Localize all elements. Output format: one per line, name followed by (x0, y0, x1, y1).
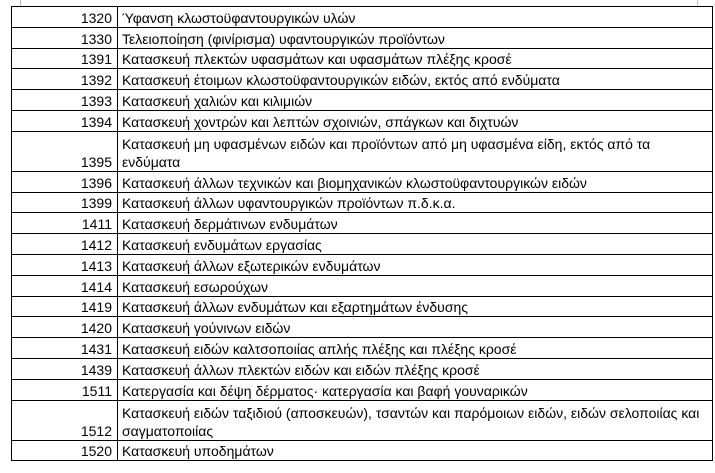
activity-description: Κατασκευή ενδυμάτων εργασίας (118, 234, 713, 255)
table-row (12, 379, 713, 400)
activity-code: 1330 (12, 27, 118, 48)
activity-description: Κατασκευή μη υφασμένων ειδών και προϊόντων από μη υφασμένα είδη, εκτός από τα ενδύματα (118, 131, 713, 171)
activity-description: Κατασκευή άλλων πλεκτών ειδών και ειδών πλέξης κροσέ (118, 358, 713, 379)
activity-code: 1399 (12, 192, 118, 213)
activity-code: 1414 (12, 275, 118, 296)
table-row (12, 296, 713, 317)
table-row (12, 131, 713, 171)
activity-code: 1395 (12, 131, 118, 171)
activity-description: Κατασκευή πλεκτών υφασμάτων και υφασμάτων πλέξης κροσέ (118, 48, 713, 69)
table-row (12, 110, 713, 131)
activity-code: 1412 (12, 234, 118, 255)
activity-description: Κατασκευή άλλων ενδυμάτων και εξαρτημάτων ένδυσης (118, 296, 713, 317)
table-row (12, 192, 713, 213)
table-row (12, 171, 713, 192)
activity-code: 1413 (12, 254, 118, 275)
activity-description: Κατασκευή εσωρούχων (118, 275, 713, 296)
table-row (12, 275, 713, 296)
activity-description: Κατεργασία και δέψη δέρματος· κατεργασία και βαφή γουναρικών (118, 379, 713, 400)
activity-code: 1320 (12, 7, 118, 28)
activity-description: Κατασκευή έτοιμων κλωστοϋφαντουργικών ειδών, εκτός από ενδύματα (118, 69, 713, 90)
table-row (12, 254, 713, 275)
table-row (12, 358, 713, 379)
activity-code: 1520 (12, 440, 118, 461)
activity-description: Κατασκευή ειδών ταξιδιού (αποσκευών), τσαντών και παρόμοιων ειδών, ειδών σελοποιίας και σαγματοποιίας (118, 400, 713, 440)
activity-description: Τελειοποίηση (φινίρισμα) υφαντουργικών προϊόντων (118, 27, 713, 48)
activity-description: Κατασκευή άλλων τεχνικών και βιομηχανικών κλωστοϋφαντουργικών ειδών (118, 171, 713, 192)
activity-description: Κατασκευή χαλιών και κιλιμιών (118, 90, 713, 111)
activity-description: Κατασκευή υποδημάτων (118, 440, 713, 461)
table-row (12, 317, 713, 338)
table-row (12, 48, 713, 69)
table-row (12, 27, 713, 48)
table-row (12, 7, 713, 28)
activity-description: Κατασκευή άλλων εξωτερικών ενδυμάτων (118, 254, 713, 275)
activity-description: Κατασκευή ειδών καλτσοποιίας απλής πλέξης και πλέξης κροσέ (118, 338, 713, 359)
activity-code: 1392 (12, 69, 118, 90)
activity-code: 1396 (12, 171, 118, 192)
table-row (12, 440, 713, 461)
table-row (12, 90, 713, 111)
table-row (12, 400, 713, 440)
table-row (12, 234, 713, 255)
activity-description: Κατασκευή άλλων υφαντουργικών προϊόντων π.δ.κ.α. (118, 192, 713, 213)
activity-code: 1394 (12, 110, 118, 131)
activity-code: 1391 (12, 48, 118, 69)
activity-code: 1411 (12, 213, 118, 234)
activity-code: 1420 (12, 317, 118, 338)
table-row (12, 69, 713, 90)
activity-description: Κατασκευή γούνινων ειδών (118, 317, 713, 338)
activity-description: Ύφανση κλωστοϋφαντουργικών υλών (118, 7, 713, 28)
table-row (12, 213, 713, 234)
activity-description: Κατασκευή χοντρών και λεπτών σχοινιών, σπάγκων και διχτυών (118, 110, 713, 131)
activity-codes-table (11, 6, 713, 461)
activity-code: 1439 (12, 358, 118, 379)
activity-code: 1393 (12, 90, 118, 111)
activity-code: 1419 (12, 296, 118, 317)
activity-code: 1512 (12, 400, 118, 440)
activity-code: 1431 (12, 338, 118, 359)
activity-description: Κατασκευή δερμάτινων ενδυμάτων (118, 213, 713, 234)
activity-code: 1511 (12, 379, 118, 400)
table-row (12, 338, 713, 359)
